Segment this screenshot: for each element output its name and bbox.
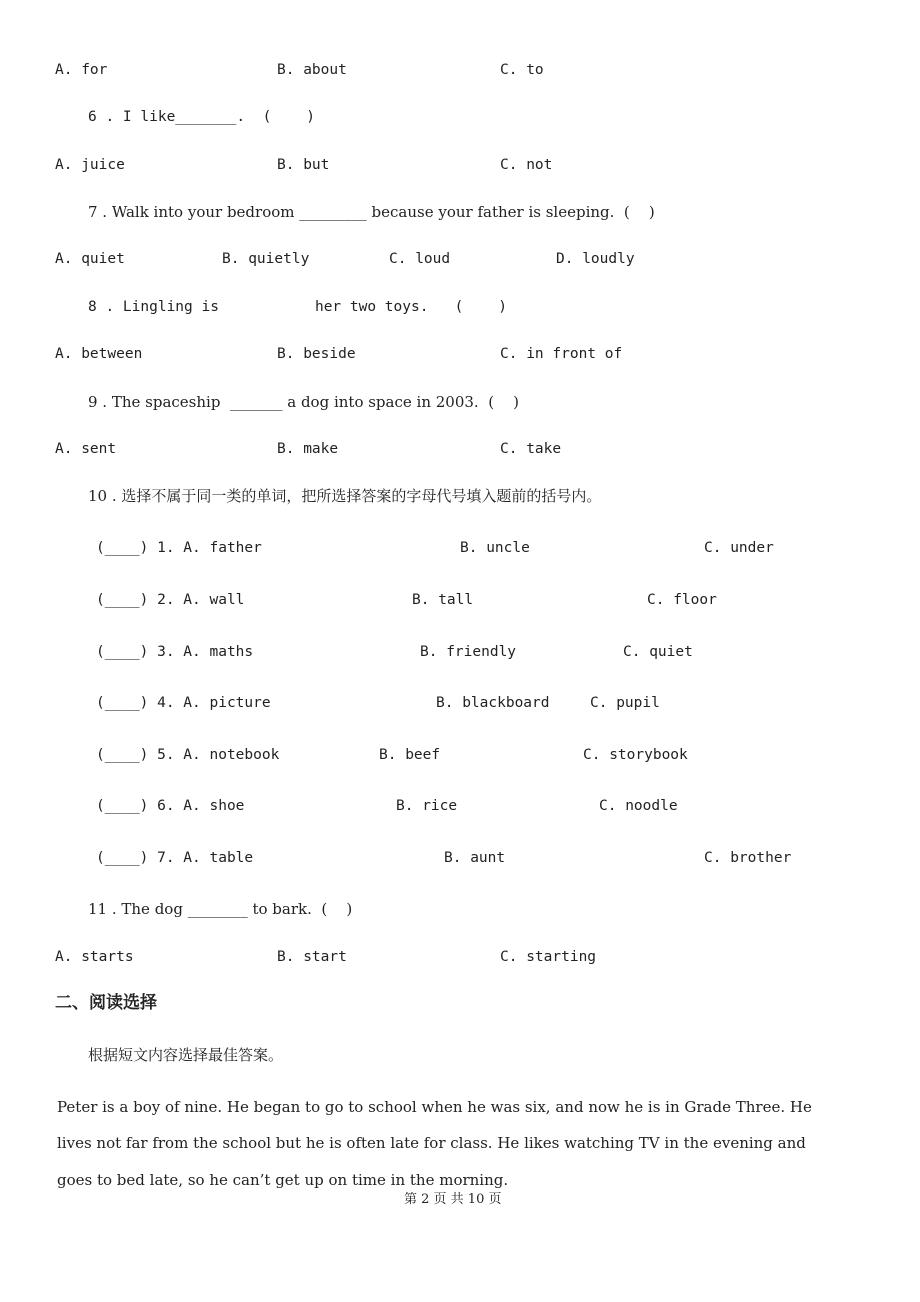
q10-item-4-option-b: B. blackboard: [436, 695, 550, 711]
q7-option-d: D. loudly: [556, 251, 635, 267]
q8-option-c: C. in front of: [500, 346, 623, 362]
section-heading: 二、阅读选择: [55, 993, 157, 1013]
q9-option-a: A. sent: [55, 441, 117, 457]
q5-option-a: A. for: [55, 62, 108, 78]
q10-stem: 10 . 选择不属于同一类的单词，把所选择答案的字母代号填入题前的括号内。: [88, 487, 602, 505]
q10-item-1-label: (____) 1. A. father: [96, 540, 262, 556]
q10-item-4-label: (____) 4. A. picture: [96, 695, 271, 711]
q10-item-6-option-b: B. rice: [396, 798, 458, 814]
q10-item-6-label: (____) 6. A. shoe: [96, 798, 245, 814]
q10-item-7-option-c: C. brother: [704, 850, 792, 866]
q10-item-6-option-c: C. noodle: [599, 798, 678, 814]
section-instruction: 根据短文内容选择最佳答案。: [88, 1046, 284, 1064]
q9-stem: 9 . The spaceship _______ a dog into space in 2003. ( ): [88, 393, 520, 411]
q10-item-4-option-c: C. pupil: [590, 695, 660, 711]
q10-item-5-label: (____) 5. A. notebook: [96, 747, 280, 763]
q8-option-a: A. between: [55, 346, 143, 362]
q8-stem: 8 . Lingling is her two toys. ( ): [88, 299, 508, 315]
q9-option-c: C. take: [500, 441, 562, 457]
q10-item-2-option-c: C. floor: [647, 592, 717, 608]
q7-option-b: B. quietly: [222, 251, 310, 267]
q10-item-7-label: (____) 7. A. table: [96, 850, 254, 866]
q7-option-c: C. loud: [389, 251, 451, 267]
q11-stem: 11 . The dog ________ to bark. ( ): [88, 900, 353, 918]
q10-item-3-option-b: B. friendly: [420, 644, 517, 660]
q6-option-b: B. but: [277, 157, 330, 173]
q8-option-b: B. beside: [277, 346, 356, 362]
q5-option-c: C. to: [500, 62, 544, 78]
q10-item-3-label: (____) 3. A. maths: [96, 644, 254, 660]
q10-item-3-option-c: C. quiet: [623, 644, 693, 660]
q6-option-c: C. not: [500, 157, 553, 173]
q6-stem: 6 . I like_______. ( ): [88, 109, 315, 125]
q7-option-a: A. quiet: [55, 251, 125, 267]
q6-option-a: A. juice: [55, 157, 125, 173]
q10-item-1-option-b: B. uncle: [460, 540, 530, 556]
page-footer: 第 2 页 共 10 页: [404, 1192, 502, 1207]
passage-line-2: lives not far from the school but he is often late for class. He likes watching TV in the evening and: [57, 1134, 806, 1152]
q10-item-2-option-b: B. tall: [412, 592, 474, 608]
q11-option-a: A. starts: [55, 949, 134, 965]
q10-item-7-option-b: B. aunt: [444, 850, 506, 866]
passage-line-3: goes to bed late, so he can’t get up on time in the morning.: [57, 1171, 509, 1189]
q10-item-5-option-b: B. beef: [379, 747, 441, 763]
q11-option-c: C. starting: [500, 949, 597, 965]
passage-line-1: Peter is a boy of nine. He began to go to school when he was six, and now he is in Grade Three. He: [57, 1098, 812, 1116]
q5-option-b: B. about: [277, 62, 347, 78]
q7-stem: 7 . Walk into your bedroom _________ because your father is sleeping. ( ): [88, 203, 655, 221]
q9-option-b: B. make: [277, 441, 339, 457]
q10-item-5-option-c: C. storybook: [583, 747, 688, 763]
q10-item-1-option-c: C. under: [704, 540, 774, 556]
q11-option-b: B. start: [277, 949, 347, 965]
q10-item-2-label: (____) 2. A. wall: [96, 592, 245, 608]
